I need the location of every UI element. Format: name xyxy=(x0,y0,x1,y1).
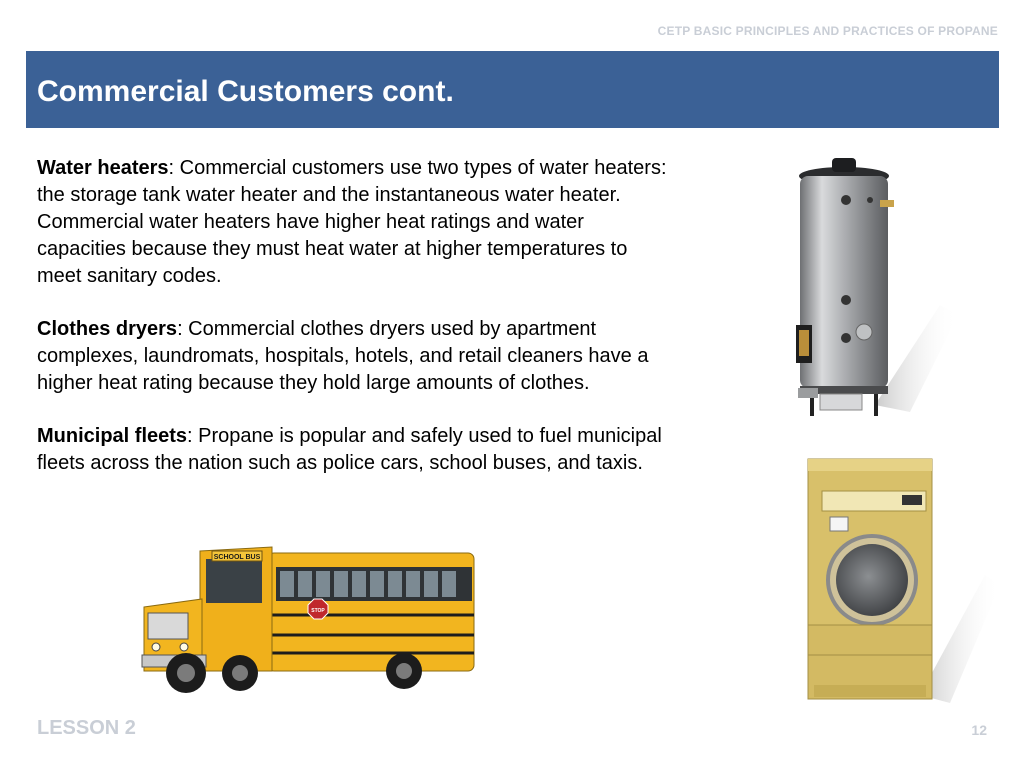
bus-sign-label: SCHOOL BUS xyxy=(213,554,261,561)
water-heater-photo xyxy=(780,150,960,422)
school-bus-photo xyxy=(140,543,476,695)
section-text: : Propane is popular and safely used to fuel municipal fleets across the nation such as police cars, school buses, and taxis. xyxy=(37,425,662,474)
section-term: Clothes dryers xyxy=(37,318,178,340)
page-number: 12 xyxy=(971,722,987,738)
section-text: : Commercial clothes dryers used by apartment complexes, laundromats, hospitals, hotels, and retail cleaners have a higher heat rating because they hold large amounts of clothes. xyxy=(37,318,649,394)
section-municipal-fleets xyxy=(37,423,677,477)
section-term: Water heaters xyxy=(37,157,169,179)
section-term: Municipal fleets xyxy=(37,425,188,447)
lesson-label: LESSON 2 xyxy=(37,717,136,739)
section-water-heaters xyxy=(37,155,677,290)
title-bar xyxy=(26,51,999,128)
section-text: : Commercial customers use two types of water heaters: the storage tank water heater and the instantaneous water heater. Commercial water heaters have higher heat ratings and water capacities because they must heat water at higher temperatures to meet sanitary codes. xyxy=(37,157,667,287)
commercial-dryer-photo xyxy=(800,455,1000,705)
slide-body xyxy=(37,155,677,503)
slide-title: Commercial Customers cont. xyxy=(37,75,454,108)
section-clothes-dryers xyxy=(37,316,677,397)
course-header: CETP BASIC PRINCIPLES AND PRACTICES OF PROPANE xyxy=(657,24,998,38)
stop-sign-label: STOP xyxy=(311,608,325,614)
